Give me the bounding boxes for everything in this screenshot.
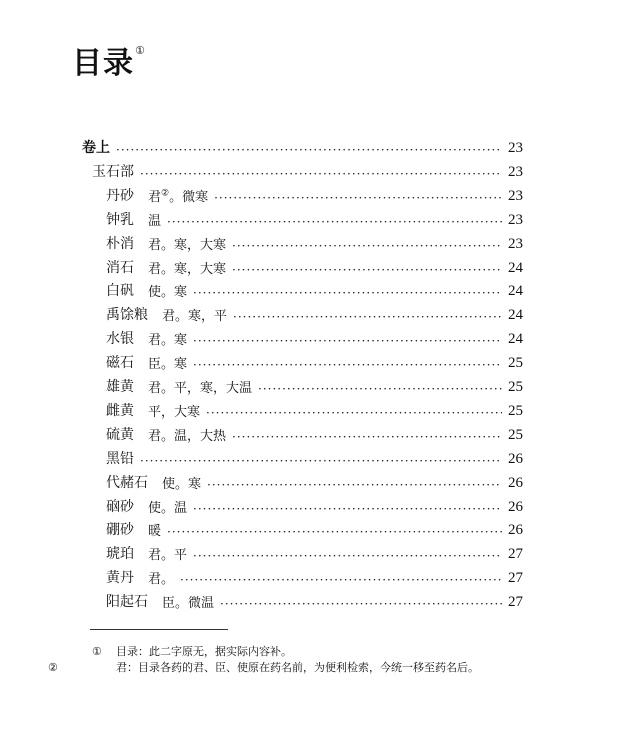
toc-entry[interactable] (0, 374, 622, 396)
toc-entry-page: 25 (508, 402, 523, 419)
leader-dots (167, 215, 502, 229)
toc-entry[interactable] (0, 350, 622, 372)
toc-entry-page: 24 (508, 307, 523, 324)
toc-entry-annotation: 臣。寒 (148, 357, 188, 373)
toc-entry-page: 25 (508, 426, 523, 443)
toc-entry-page: 24 (508, 259, 523, 276)
toc-entry[interactable] (0, 326, 622, 348)
footnote-marker: ② (161, 188, 170, 199)
toc-entry-name: 禹馀粮 (106, 307, 148, 324)
leader-dots (140, 454, 502, 468)
toc-entry-name: 雌黄 (106, 402, 134, 419)
footnote-divider (90, 629, 228, 630)
footnote-1: ① 目录：此二字原无，据实际内容补。 (92, 645, 292, 658)
toc-entry-name: 硼砂 (106, 522, 134, 539)
toc-entry-annotation: 君。寒，大寒 (148, 261, 227, 277)
toc-entry-page: 24 (508, 283, 523, 300)
toc-entry[interactable] (0, 446, 622, 468)
toc-entry-page: 26 (508, 522, 523, 539)
toc-entry-page: 27 (508, 546, 523, 563)
toc-entry-annotation: 使。寒 (162, 476, 202, 492)
toc-entry[interactable] (0, 589, 622, 611)
toc-entry-annotation: 温 (148, 213, 162, 229)
leader-dots (233, 310, 502, 324)
toc-entry-name: 钟乳 (106, 211, 134, 228)
toc-entry-name: 琥珀 (106, 546, 134, 563)
toc-entry-annotation: 君。平，寒，大温 (148, 381, 253, 396)
toc-entry[interactable] (0, 183, 622, 205)
toc-entry[interactable] (0, 541, 622, 563)
leader-dots (193, 334, 502, 348)
footnote-2: ② 君：目录各药的君、臣、使原在药名前，为便利检索，今统一移至药名后。 (48, 661, 479, 674)
leader-dots (220, 597, 502, 611)
toc-entry-name: 消石 (106, 259, 134, 276)
toc-entry-name: 雄黄 (106, 379, 134, 395)
toc-entry[interactable] (0, 470, 622, 492)
toc-entry-annotation: 君。温，大热 (148, 428, 227, 444)
toc-entry-annotation: 君。平 (148, 548, 188, 564)
toc-entry-annotation: 君。 (148, 572, 175, 588)
toc-entry-page: 25 (508, 379, 523, 395)
toc-entry-page: 25 (508, 355, 523, 372)
toc-entry-annotation: 君。寒 (148, 333, 188, 349)
leader-dots (232, 430, 502, 444)
leader-dots (180, 573, 502, 587)
toc-entry[interactable] (0, 302, 622, 324)
toc-entry-page: 23 (508, 211, 523, 228)
leader-dots (193, 549, 502, 563)
toc-entry[interactable] (0, 422, 622, 444)
leader-dots (206, 406, 502, 420)
toc-entry-page: 26 (508, 450, 523, 467)
toc-entry[interactable] (0, 565, 622, 587)
toc-entry-name: 卷上 (82, 140, 110, 156)
toc-entry-page: 23 (508, 140, 523, 156)
toc-entry-page: 23 (508, 235, 523, 252)
leader-dots (214, 191, 502, 205)
leader-dots (232, 263, 502, 277)
toc-entry-annotation: 暖 (148, 524, 162, 540)
toc-entry-name: 硫黄 (106, 426, 134, 443)
leader-dots (193, 358, 502, 372)
toc-entry-page: 23 (508, 187, 523, 204)
leader-dots (207, 478, 502, 492)
toc-entry[interactable] (0, 398, 622, 420)
toc-entry-name: 黑铅 (106, 450, 134, 467)
leader-dots (258, 382, 502, 396)
toc-entry-page: 27 (508, 570, 523, 587)
leader-dots (232, 239, 502, 253)
toc-entry-page: 24 (508, 331, 523, 348)
toc-entry-page: 27 (508, 594, 523, 611)
toc-entry-name: 白矾 (106, 283, 134, 300)
toc-entry-name: 阳起石 (106, 594, 148, 611)
toc-entry-name: 朴消 (106, 235, 134, 252)
toc-entry[interactable] (0, 159, 622, 181)
leader-dots (116, 143, 502, 157)
toc-entry-name: 玉石部 (92, 163, 134, 180)
leader-dots (193, 502, 502, 516)
toc-entry[interactable] (0, 135, 622, 157)
toc-entry[interactable] (0, 278, 622, 300)
page-title: 目录① (72, 44, 146, 81)
toc-entry-name: 丹砂 (106, 187, 134, 204)
toc-entry-page: 26 (508, 474, 523, 491)
leader-dots (193, 286, 502, 300)
toc-entry-annotation: 臣。微温 (162, 596, 215, 612)
toc-entry-annotation: 君。寒，大寒 (148, 237, 227, 253)
toc-entry[interactable] (0, 231, 622, 253)
toc-entry-name: 水银 (106, 331, 134, 348)
leader-dots (167, 525, 502, 539)
toc-entry-annotation: 平，大寒 (148, 404, 201, 420)
toc-entry-annotation: 使。寒 (148, 285, 188, 301)
toc-entry-annotation: 君②。微寒 (148, 188, 209, 205)
toc-entry[interactable] (0, 517, 622, 539)
toc-entry-annotation: 君。寒，平 (162, 309, 228, 325)
leader-dots (140, 167, 502, 181)
toc-entry-page: 26 (508, 498, 523, 515)
toc-entry[interactable] (0, 207, 622, 229)
toc-entry-name: 磁石 (106, 355, 134, 372)
toc-entry-annotation: 使。温 (148, 500, 188, 516)
toc-entry-name: 硇砂 (106, 498, 134, 515)
toc-entry-page: 23 (508, 163, 523, 180)
toc-entry[interactable] (0, 494, 622, 516)
toc-entry-name: 代赭石 (106, 474, 148, 491)
title-footnote-marker: ① (135, 44, 146, 57)
toc-entry-name: 黄丹 (106, 570, 134, 587)
toc-entry[interactable] (0, 255, 622, 277)
